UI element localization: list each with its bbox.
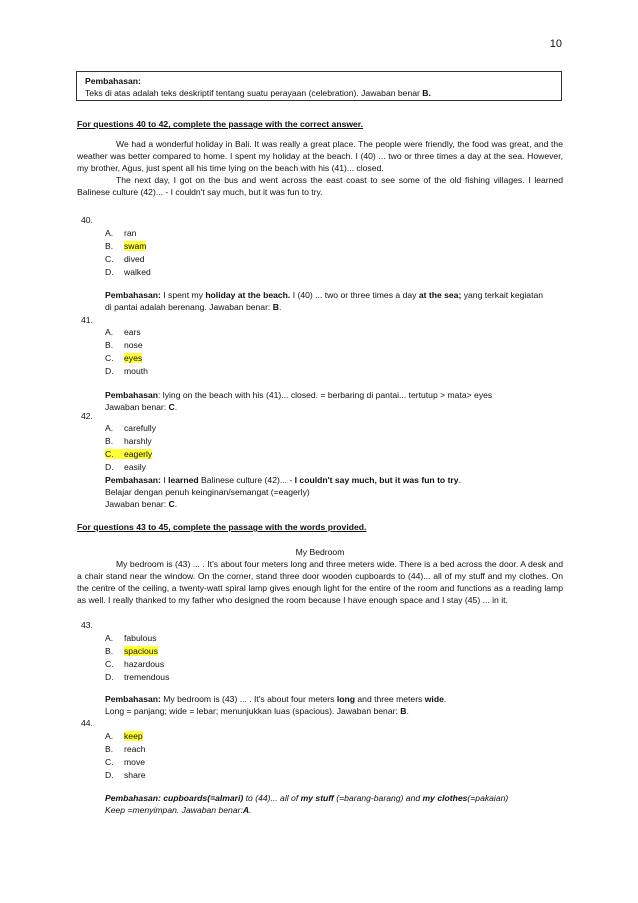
option-letter: D. — [105, 462, 114, 472]
explanation-bold: learned — [168, 475, 199, 485]
explanation-text: Jawaban benar: — [105, 499, 169, 509]
option-text: hazardous — [124, 659, 165, 669]
passage-text-1: We had a wonderful holiday in Bali. It was really a great place. The people were friendly, the food was great, and the weather was better compared to home. I spent my holiday at the beach. I (40) ... two or three times a day at the sea. However, my brother, Agus, just spent all his time lying on the beach with his (41)... closed. — [77, 139, 563, 173]
passage-paragraph-1 — [77, 138, 563, 174]
explanation-bold: my stuff — [300, 793, 334, 803]
explanation-bold: at the sea; — [418, 290, 462, 300]
explanation-40 — [105, 289, 563, 313]
option-text-highlighted: swam — [124, 241, 147, 251]
discussion-title: Pembahasan: — [85, 76, 141, 86]
explanation-answer: C — [168, 402, 175, 412]
option-c — [105, 658, 164, 670]
option-letter: D. — [105, 770, 114, 780]
explanation-44 — [105, 792, 563, 816]
option-c — [105, 448, 152, 460]
explanation-text: yang terkait kegiatan — [461, 290, 544, 300]
option-letter: D. — [105, 267, 114, 277]
explanation-text: . — [174, 499, 178, 509]
option-text: dived — [124, 254, 145, 264]
option-text: mouth — [124, 366, 148, 376]
option-d — [105, 461, 146, 473]
option-letter: B. — [105, 436, 114, 446]
option-c — [105, 352, 142, 364]
explanation-text: . — [458, 475, 461, 485]
option-a — [105, 422, 156, 434]
option-d — [105, 671, 169, 683]
option-text-highlighted: eyes — [124, 353, 143, 363]
option-a — [105, 326, 141, 338]
option-letter: B. — [105, 241, 114, 251]
explanation-bold: wide — [424, 694, 444, 704]
option-letter: A. — [105, 633, 114, 643]
option-text: reach — [124, 744, 146, 754]
option-letter: C. — [105, 449, 114, 459]
explanation-text: I spent my — [160, 290, 206, 300]
option-b — [105, 743, 146, 755]
explanation-lead: Pembahasan: — [105, 694, 161, 704]
option-text-highlighted: eagerly — [124, 449, 153, 459]
option-letter: B. — [105, 646, 114, 656]
option-letter: D. — [105, 672, 114, 682]
option-text: nose — [124, 340, 143, 350]
question-number: 43. — [81, 620, 93, 630]
explanation-41 — [105, 389, 563, 413]
option-a — [105, 632, 157, 644]
option-letter: A. — [105, 327, 114, 337]
passage-paragraph-2 — [77, 174, 563, 198]
option-text: carefully — [124, 423, 156, 433]
discussion-text — [85, 87, 553, 99]
explanation-text: Long = panjang; wide = lebar; menunjukkan luas (spacious). Jawaban benar: — [105, 706, 401, 716]
explanation-text: . — [278, 302, 282, 312]
option-letter: C. — [105, 254, 114, 264]
explanation-text: to (44)... all of — [243, 793, 301, 803]
explanation-bold: holiday at the beach. — [205, 290, 291, 300]
option-text: move — [124, 757, 146, 767]
option-c — [105, 253, 145, 265]
option-text: walked — [124, 267, 151, 277]
option-letter: A. — [105, 423, 114, 433]
option-b — [105, 240, 146, 252]
option-d — [105, 365, 148, 377]
explanation-text: My bedroom is (43) ... . It's about four meters — [160, 694, 337, 704]
option-text: tremendous — [124, 672, 170, 682]
discussion-answer: B. — [422, 88, 431, 98]
passage-paragraph-3 — [77, 558, 563, 606]
option-text: easily — [124, 462, 146, 472]
option-letter: B. — [105, 744, 114, 754]
discussion-box — [76, 71, 562, 101]
section-heading-40-42: For questions 40 to 42, complete the passage with the correct answer. — [77, 119, 364, 129]
explanation-text: I (40) ... two or three times a day — [290, 290, 419, 300]
question-number: 41. — [81, 315, 93, 325]
option-text: ran — [124, 228, 137, 238]
option-a — [105, 227, 136, 239]
explanation-answer: A — [242, 805, 250, 815]
explanation-bold: long — [336, 694, 355, 704]
explanation-bold: my clothes — [422, 793, 468, 803]
option-d — [105, 266, 151, 278]
explanation-text: . — [443, 694, 447, 704]
option-letter: A. — [105, 228, 114, 238]
option-text: fabulous — [124, 633, 157, 643]
explanation-text: . — [249, 805, 252, 815]
explanation-lead: Pembahasan: — [105, 793, 164, 803]
explanation-text: di pantai adalah berenang. Jawaban benar: — [105, 302, 273, 312]
option-b — [105, 435, 152, 447]
option-letter: B. — [105, 340, 114, 350]
section-heading-43-45: For questions 43 to 45, complete the passage with the words provided. — [77, 522, 367, 532]
explanation-text: I — [160, 475, 169, 485]
option-d — [105, 769, 146, 781]
explanation-text: Jawaban benar: — [105, 402, 169, 412]
explanation-text: . — [406, 706, 409, 716]
explanation-bold: I couldn't say much, but it was fun to try — [294, 475, 459, 485]
explanation-text: (=barang-barang) and — [333, 793, 423, 803]
option-text: harshly — [124, 436, 152, 446]
explanation-answer: C — [168, 499, 175, 509]
explanation-answer: B — [272, 302, 279, 312]
option-text: ears — [124, 327, 141, 337]
explanation-text: Balinese culture (42)... - — [198, 475, 295, 485]
question-number: 40. — [81, 215, 93, 225]
explanation-text: and three meters — [355, 694, 425, 704]
explanation-text: . — [174, 402, 178, 412]
option-text-highlighted: spacious — [124, 646, 158, 656]
option-letter: A. — [105, 731, 114, 741]
option-b — [105, 645, 158, 657]
explanation-text: Keep =menyimpan. Jawaban benar: — [105, 805, 243, 815]
explanation-text: (=pakaian) — [467, 793, 509, 803]
question-number: 42. — [81, 411, 93, 421]
option-letter: C. — [105, 353, 114, 363]
explanation-lead: Pembahasan: — [105, 475, 161, 485]
option-a — [105, 730, 143, 742]
passage-text-2: The next day, I got on the bus and went across the east coast to see some of the old fishing villages. I learned Balinese culture (42)... - I couldn't say much, but it was fun to try. — [77, 175, 563, 197]
passage-text-3: My bedroom is (43) ... . It's about four meters long and three meters wide. There is a bed across the door. A desk and a chair stand near the window. On the corner, stand three door wooden cupboards to (44)... all of my stuff and my clothes. On the centre of the ceiling, a twenty-watt spiral lamp gives enough light for the entire of the room and functions as a reading lamp as well. I really thanked to my father who designed the room because I have enough space and I stay (45) ... in it. — [77, 559, 563, 605]
option-c — [105, 756, 145, 768]
discussion-body: Teks di atas adalah teks deskriptif tentang suatu perayaan (celebration). Jawaban benar — [85, 88, 423, 98]
option-letter: D. — [105, 366, 114, 376]
explanation-lead: Pembahasan — [105, 390, 159, 400]
option-text-highlighted: keep — [124, 731, 143, 741]
option-text: share — [124, 770, 146, 780]
explanation-answer: B — [400, 706, 407, 716]
passage-title: My Bedroom — [295, 547, 345, 557]
explanation-bold: cupboards(=almari) — [163, 793, 244, 803]
option-letter: C. — [105, 757, 114, 767]
question-number: 44. — [81, 718, 93, 728]
explanation-43 — [105, 693, 563, 717]
explanation-text: : lying on the beach with his (41)... closed. = berbaring di pantai... tertutup > mata> eyes — [158, 390, 493, 400]
option-b — [105, 339, 143, 351]
page-number: 10 — [549, 38, 562, 50]
explanation-lead: Pembahasan: — [105, 290, 161, 300]
explanation-42 — [105, 474, 563, 510]
option-letter: C. — [105, 659, 114, 669]
explanation-text: Belajar dengan penuh keinginan/semangat (=eagerly) — [105, 487, 310, 497]
